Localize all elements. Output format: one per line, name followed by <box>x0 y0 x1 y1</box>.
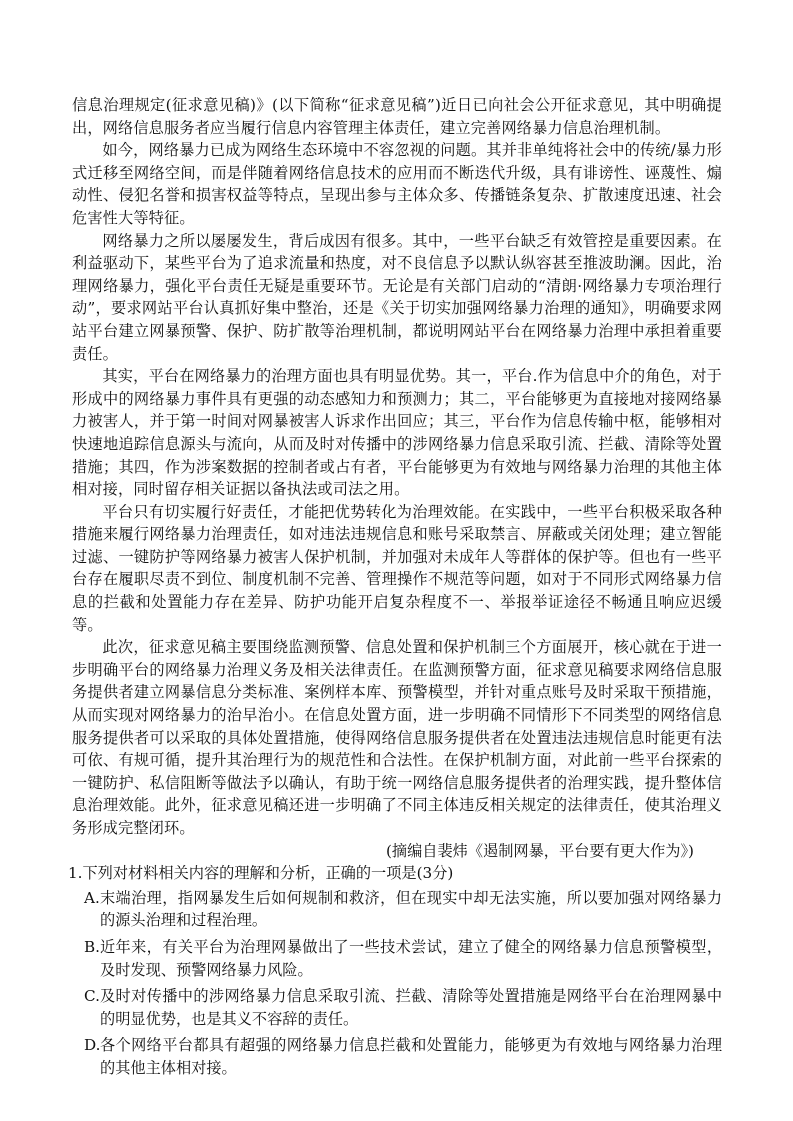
option-letter: D. <box>84 1036 101 1055</box>
option-a[interactable] <box>72 887 722 932</box>
option-text: 近年来，有关平台为治理网暴做出了一些技术尝试，建立了健全的网络暴力信息预警模型，及时发现、预警网络暴力风险。 <box>100 937 722 979</box>
question-1 <box>68 862 722 1079</box>
question-stem: 1.下列对材料相关内容的理解和分析，正确的一项是(3分) <box>68 864 454 883</box>
option-letter: B. <box>84 937 100 956</box>
option-letter: C. <box>84 987 100 1006</box>
option-text: 各个网络平台都具有超强的网络暴力信息拦截和处置能力，能够更为有效地与网络暴力治理的其他主体相对接。 <box>100 1036 722 1077</box>
paragraph-6: 此次，征求意见稿主要围绕监测预警、信息处置和保护机制三个方面展开，核心就在于进一步明确平台的网络暴力治理义务及相关法律责任。在监测预警方面，征求意见稿要求网络信息服务提供者建立网暴信息分类标准、案例样本库、预警模型，并针对重点账号及时采取干预措施，从而实现对网络暴力的治早治小。在信息处置方面，进一步明确不同情形下不同类型的网络信息服务提供者可以采取的具体处置措施，使得网络信息服务提供者在处置违法违规信息时能更有法可依、有规可循，提升其治理行为的规范性和合法性。在保护机制方面，对此前一些平台探索的一键防护、私信阻断等做法予以确认，有助于统一网络信息服务提供者的治理实践，提升整体信息治理效能。此外，征求意见稿还进一步明确了不同主体违反相关规定的法律责任，使其治理义务形成完整闭环。 <box>72 638 722 837</box>
option-text: 及时对传播中的涉网络暴力信息采取引流、拦截、清除等处置措施是网络平台在治理网暴中的明显优势，也是其义不容辞的责任。 <box>100 987 722 1028</box>
paragraph-4: 其实，平台在网络暴力的治理方面也具有明显优势。其一，平台.作为信息中介的角色，对于形成中的网络暴力事件具有更强的动态感知力和预测力；其二，平台能够更为直接地对接网络暴力被害人，并于第一时间对网暴被害人诉求作出回应；其三，平台作为信息传输中枢，能够相对快速地追踪信息源头与流向，从而及时对传播中的涉网络暴力信息采取引流、拦截、清除等处置措施；其四，作为涉案数据的控制者或占有者，平台能够更为有效地与网络暴力治理的其他主体相对接，同时留存相关证据以备执法或司法之用。 <box>72 367 722 499</box>
option-b[interactable] <box>72 936 722 981</box>
paragraph-2: 如今，网络暴力已成为网络生态环境中不容忽视的问题。其并非单纯将社会中的传统/暴力形式迁移至网络空间，而是伴随着网络信息技术的应用而不断迭代升级，具有诽谤性、诬蔑性、煽动性、侵犯名誉和损害权益等特点，呈现出参与主体众多、传播链条复杂、扩散速度迅速、社会危害性大等特征。 <box>72 141 722 227</box>
option-c[interactable] <box>72 985 722 1030</box>
paragraph-1: 信息治理规定(征求意见稿)》(以下简称“征求意见稿”)近日已向社会公开征求意见，其中明确提出，网络信息服务者应当履行信息内容管理主体责任，建立完善网络暴力信息治理机制。 <box>72 96 722 137</box>
option-letter: A. <box>84 888 100 907</box>
paragraph-3: 网络暴力之所以屡屡发生，背后成因有很多。其中，一些平台缺乏有效管控是重要因素。在利益驱动下，某些平台为了追求流量和热度，对不良信息予以默认纵容甚至推波助澜。因此，治理网络暴力，强化平台责任无疑是重要环节。无论是有关部门启动的“清朗·网络暴力专项治理行动”，要求网站平台认真抓好集中整治，还是《关于切实加强网络暴力治理的通知》，明确要求网站平台建立网暴预警、保护、防扩散等治理机制，都说明网站平台在网络暴力治理中承担着重要责任。 <box>72 231 722 363</box>
paragraph-5: 平台只有切实履行好责任，才能把优势转化为治理效能。在实践中，一些平台积极采取各种措施来履行网络暴力治理责任，如对违法违规信息和账号采取禁言、屏蔽或关闭处理；建立智能过滤、一键防护等网络暴力被害人保护机制，并加强对未成年人等群体的保护等。但也有一些平台存在履职尽责不到位、制度机制不完善、管理操作不规范等问题，如对于不同形式网络暴力信息的拦截和处置能力存在差异、防护功能开启复杂程度不一、举报举证途径不畅通且响应迟缓等。 <box>72 502 722 634</box>
exam-page <box>68 94 722 1084</box>
option-d[interactable] <box>72 1034 722 1079</box>
article-source: (摘编自裴炜《遏制网暴，平台要有更大作为》) <box>385 841 694 860</box>
article <box>72 94 722 862</box>
option-text: 末端治理，指网暴发生后如何规制和救济，但在现实中却无法实施，所以要加强对网络暴力的源头治理和过程治理。 <box>100 888 722 930</box>
